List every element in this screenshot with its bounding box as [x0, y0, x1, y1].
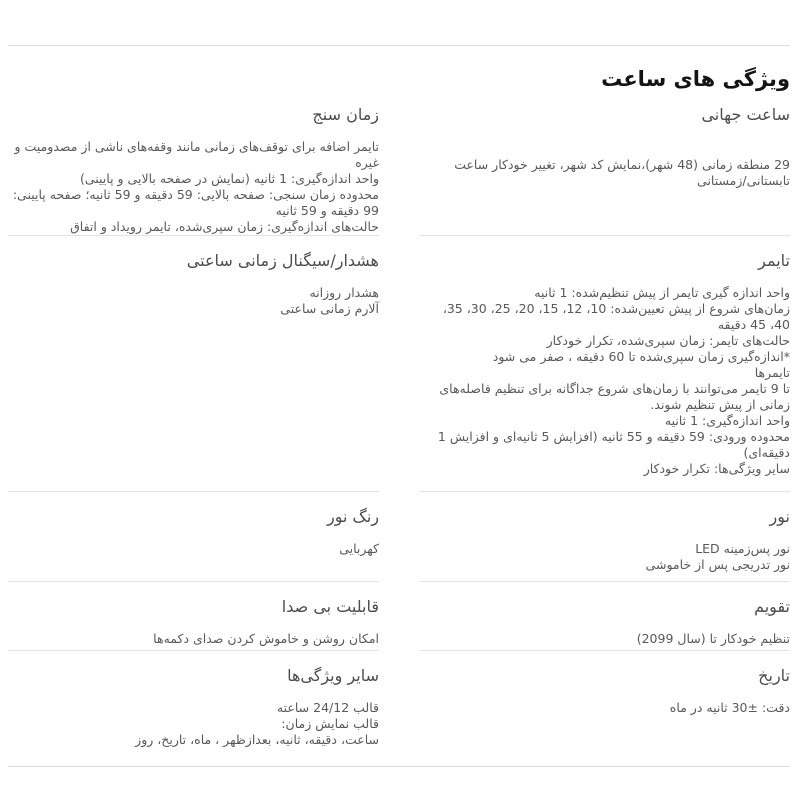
watch-features-page — [0, 45, 800, 800]
section-body — [419, 285, 790, 477]
section-heading: تاریخ — [758, 666, 790, 685]
spec-line: حالت‌های اندازه‌گیری: زمان سپری‌شده، تایمر رویداد و اتفاق — [70, 219, 379, 234]
spec-line: تایمر اضافه برای توقف‌های زمانی مانند وقفه‌های ناشی از مصدومیت و غیره — [14, 139, 379, 170]
spec-line: حالت‌های تایمر: زمان سپری‌شده، تکرار خودکار — [546, 333, 790, 348]
section-body — [419, 157, 790, 189]
section-body — [8, 631, 379, 647]
section-heading: قابلیت بی صدا — [281, 597, 379, 616]
section-alarm-time-signal — [8, 235, 379, 491]
spec-line: واحد اندازه‌گیری: 1 ثانیه (نمایش در صفحه بالایی و پایینی) — [79, 171, 379, 186]
spec-line: 29 منطقه زمانی (48 شهر)،نمایش کد شهر، تغییر خودکار ساعت تابستانی/زمستانی — [454, 157, 790, 188]
section-calendar — [419, 581, 790, 650]
section-body — [8, 285, 379, 317]
section-other-features — [8, 650, 379, 766]
spec-line: واحد اندازه گیری تایمر از پیش تنظیم‌شده: 1 ثانیه — [534, 285, 790, 300]
section-heading: هشدار/سیگنال زمانی ساعتی — [186, 251, 379, 270]
spec-line: نور پس‌زمینه LED — [695, 541, 790, 556]
top-divider — [8, 45, 790, 46]
spec-line: دقت: ±30 ثانیه در ماه — [669, 700, 790, 715]
spec-line: محدوده ورودی: 59 دقیقه و 55 ثانیه (افزایش 5 ثانیه‌ای و افزایش 1 دقیقه‌ای) — [437, 429, 790, 460]
section-mute-capability — [8, 581, 379, 650]
spec-line: سایر ویژگی‌ها: تکرار خودکار — [643, 461, 790, 476]
section-heading: سایر ویژگی‌ها — [287, 666, 379, 685]
section-date — [419, 650, 790, 766]
section-stopwatch — [8, 97, 379, 235]
features-grid — [8, 97, 790, 766]
section-timer — [419, 235, 790, 491]
section-body — [8, 541, 379, 557]
section-body — [8, 139, 379, 235]
spec-line: تایمرها — [754, 365, 790, 380]
spec-line: واحد اندازه‌گیری: 1 ثانیه — [664, 413, 790, 428]
spec-line: هشدار روزانه — [309, 285, 379, 300]
spec-line: کهربایی — [339, 541, 379, 556]
section-body — [8, 700, 379, 748]
section-light-color — [8, 491, 379, 581]
spec-line: ساعت، دقیقه، ثانیه، بعدازظهر ، ماه، تاریخ، روز — [135, 732, 379, 747]
bottom-divider — [8, 766, 790, 767]
section-body — [419, 631, 790, 647]
spec-line: تنظیم خودکار تا (سال 2099) — [636, 631, 790, 646]
spec-line: قالب 24/12 ساعته — [276, 700, 379, 715]
spec-line: محدوده زمان سنجی: صفحه بالایی: 59 دقیقه و 59 ثانیه؛ صفحه پایینی: 99 دقیقه و 59 ثانیه — [12, 187, 379, 218]
spec-line: زمان‌های شروع از پیش تعیین‌شده: 10، 12، 15، 20، 25، 30، 35، 40، 45 دقیقه — [442, 301, 790, 332]
section-light — [419, 491, 790, 581]
section-heading: رنگ نور — [326, 507, 379, 526]
spec-line: نور تدریجی پس از خاموشی — [645, 557, 790, 572]
spec-line: قالب نمایش زمان: — [281, 716, 379, 731]
page-title: ویژگی های ساعت — [601, 67, 790, 91]
section-heading: زمان سنج — [312, 105, 379, 124]
section-body — [419, 541, 790, 573]
section-heading: نور — [769, 507, 790, 526]
spec-line: آلارم زمانی ساعتی — [280, 301, 379, 316]
section-heading: ساعت جهانی — [701, 105, 790, 124]
section-heading: تقویم — [754, 597, 790, 616]
section-world-time — [419, 97, 790, 235]
section-body — [419, 700, 790, 716]
spec-line: تا 9 تایمر می‌توانند با زمان‌های شروع جداگانه برای تنظیم فاصله‌های زمانی از پیش تنظیم شوند. — [439, 381, 790, 412]
section-heading: تایمر — [758, 251, 790, 270]
spec-line: *اندازه‌گیری زمان سپری‌شده تا 60 دقیقه ، صفر می شود — [492, 349, 790, 364]
spec-line: امکان روشن و خاموش کردن صدای دکمه‌ها — [153, 631, 379, 646]
